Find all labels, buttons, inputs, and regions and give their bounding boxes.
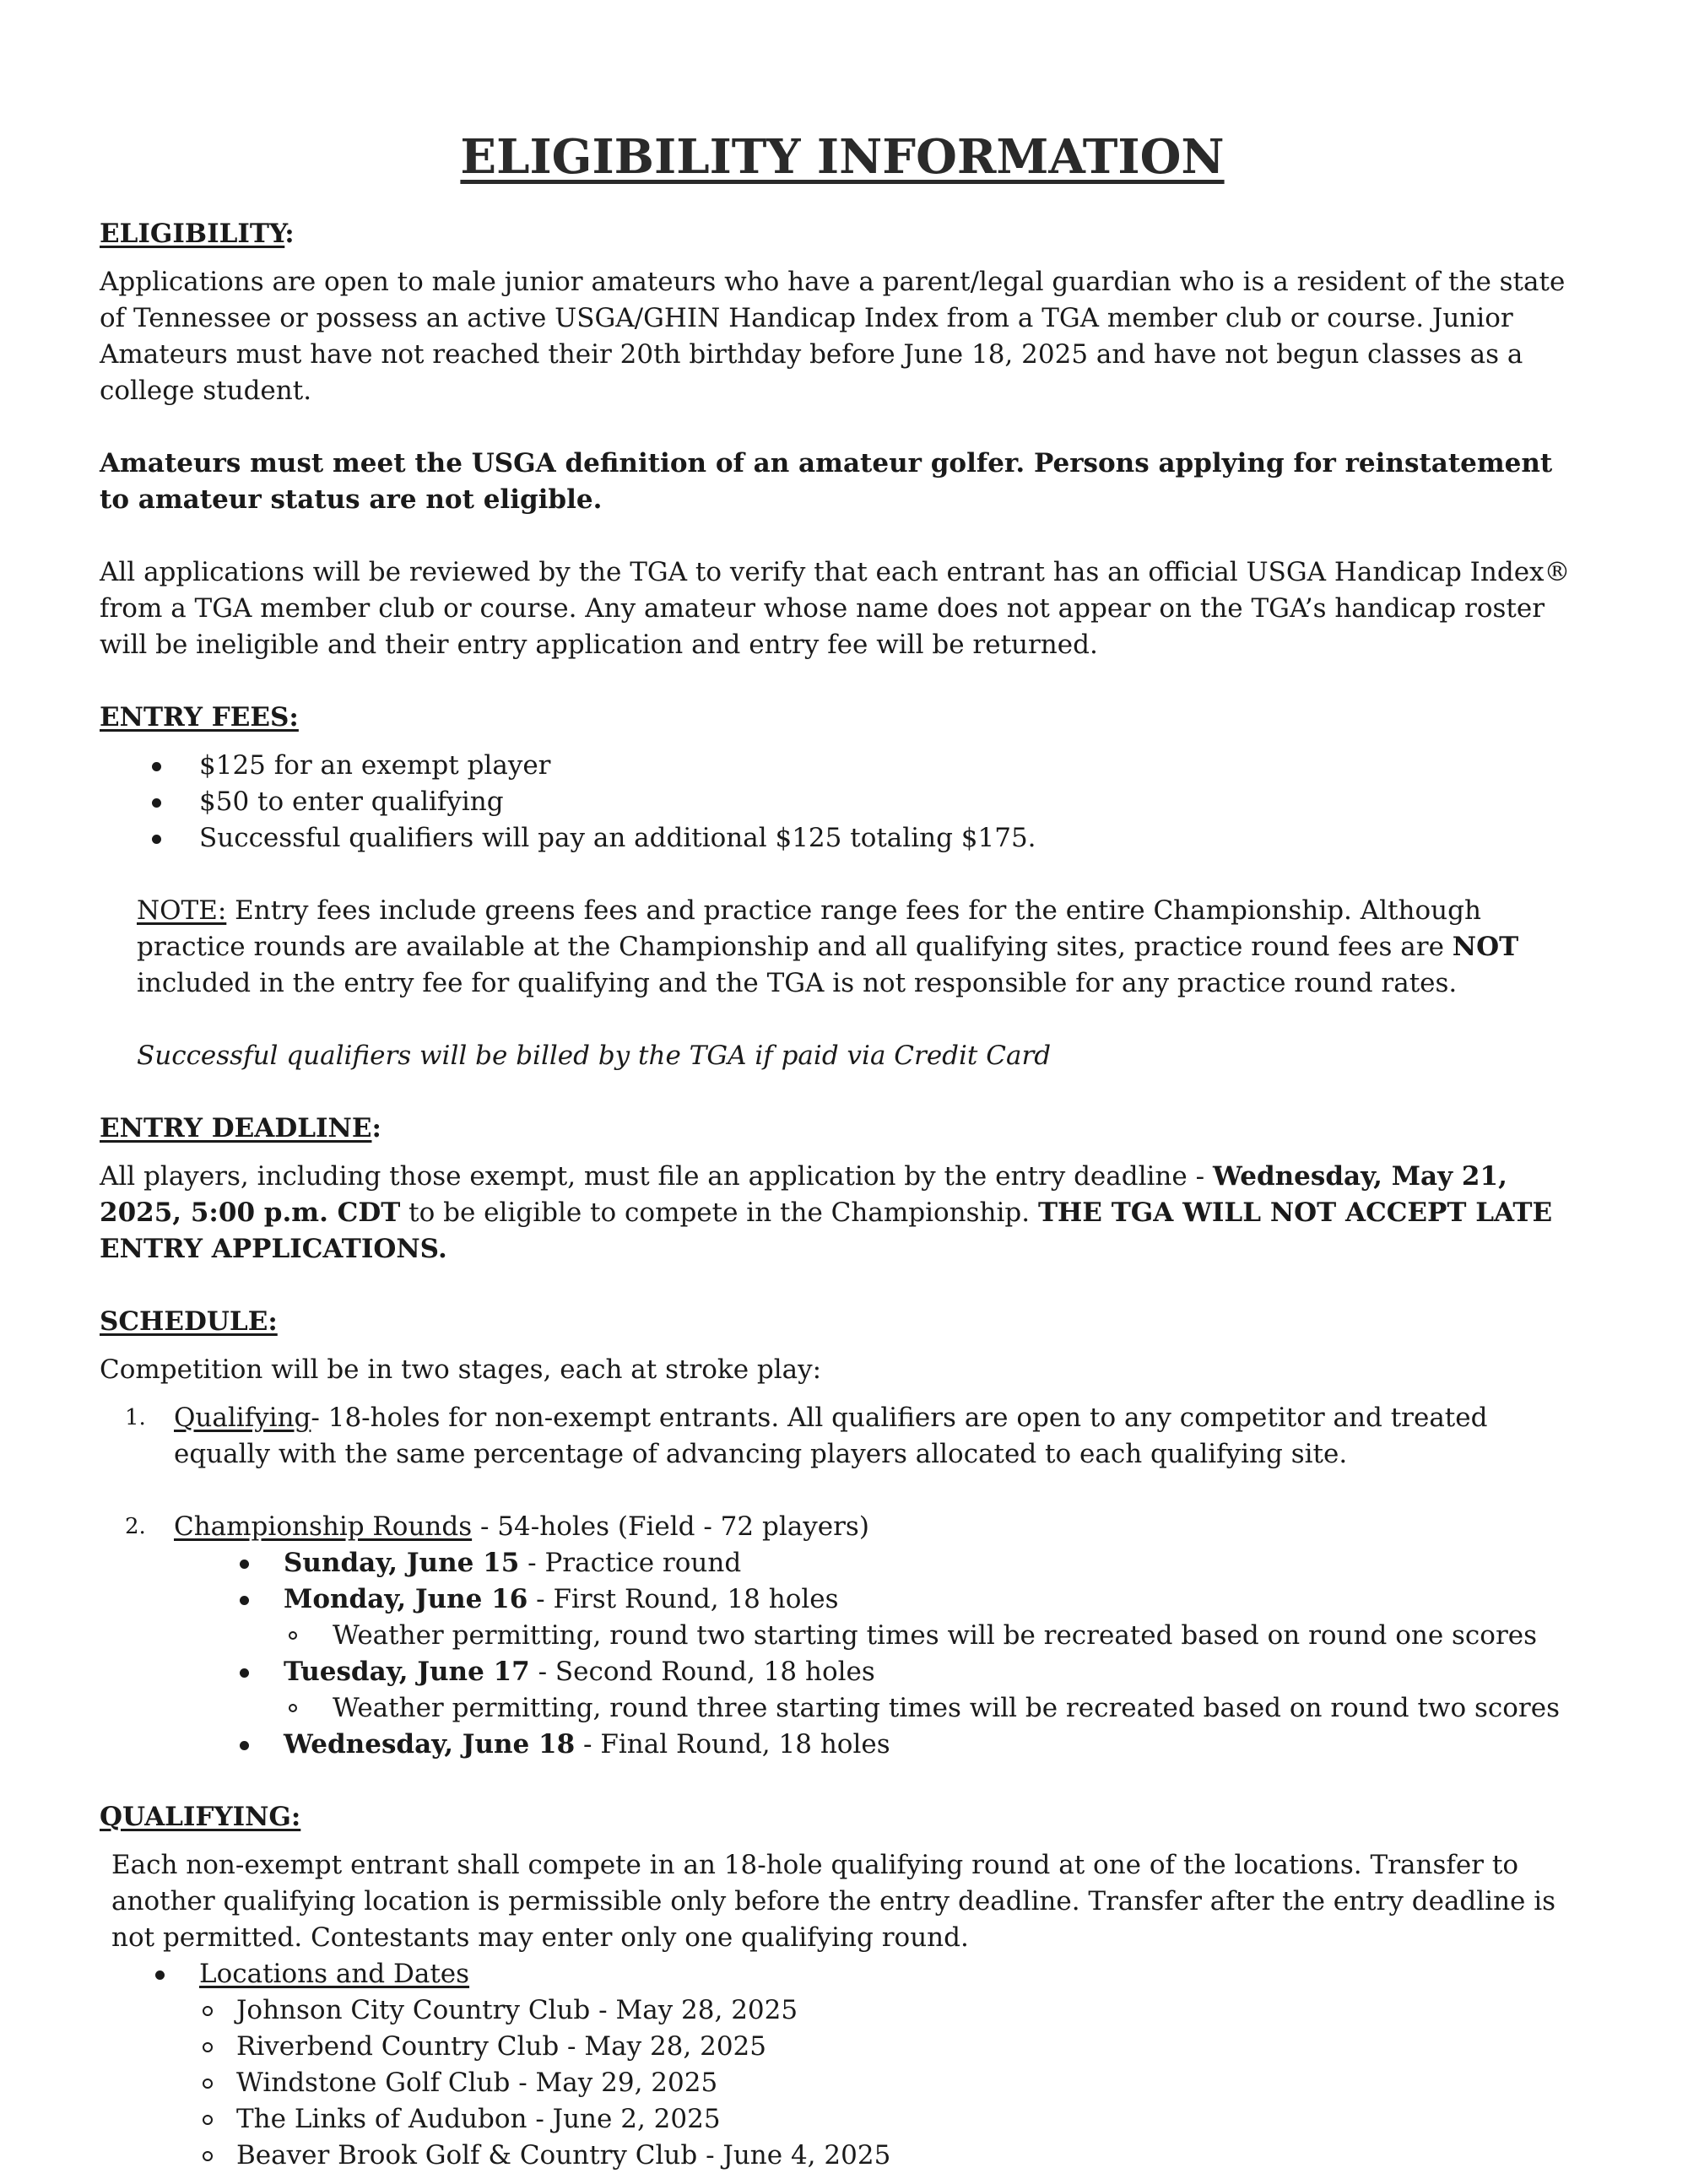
schedule-day: [100, 1581, 1585, 1618]
day-label: Sunday, June 15: [284, 1548, 520, 1578]
bullet-icon: [152, 835, 161, 844]
schedule-intro: Competition will be in two stages, each at stroke play:: [100, 1354, 822, 1385]
list-item: [100, 784, 1585, 820]
schedule-list-2: [100, 1509, 1585, 1545]
note-bold: NOT: [1452, 932, 1519, 962]
list-item: [100, 1509, 1585, 1545]
list-item-text: $50 to enter qualifying: [199, 787, 504, 817]
day-label: Tuesday, June 17: [284, 1657, 530, 1687]
location-item: [100, 2065, 1585, 2101]
schedule-day-notes: [100, 1690, 1585, 1727]
championship-rounds-text: - 54-holes (Field - 72 players): [472, 1511, 869, 1542]
circle-bullet-icon: [289, 1704, 297, 1712]
deadline-text-a: All players, including those exempt, must file an application by the entry deadline -: [100, 1161, 1213, 1192]
review-paragraph: All applications will be reviewed by the TGA to verify that each entrant has an official USGA Handicap Index® from a TGA member club or course. Any amateur whose name does not appear on the TGA’s handicap roster will be ineligible and their entry application and entry fee will be returned.: [100, 557, 1571, 660]
note-text-a: Entry fees include greens fees and practice range fees for the entire Championship. Although practice rounds are available at the Championship and all qualifying sites, practice round fees are: [137, 895, 1481, 962]
schedule-heading-text: SCHEDULE:: [100, 1306, 278, 1337]
locations-sublist: [100, 1992, 1585, 2174]
list-number: 2.: [125, 1514, 146, 1539]
bullet-icon: [240, 1560, 249, 1569]
location-text: The Links of Audubon - June 2, 2025: [236, 2104, 721, 2134]
page-title: ELIGIBILITY INFORMATION: [460, 129, 1225, 185]
day-desc: - Second Round, 18 holes: [529, 1657, 875, 1687]
fees-note: [100, 893, 1585, 1002]
schedule-day: [100, 1654, 1585, 1690]
entry-fees-heading: [100, 700, 1585, 736]
schedule-days: [100, 1727, 1585, 1763]
locations-label: Locations and Dates: [199, 1959, 470, 1989]
entry-deadline-heading: [100, 1111, 1585, 1147]
location-text: Windstone Golf Club - May 29, 2025: [236, 2068, 718, 2098]
day-desc: - First Round, 18 holes: [528, 1584, 839, 1614]
schedule-days: [100, 1654, 1585, 1690]
bullet-icon: [155, 1970, 165, 1980]
schedule-heading: [100, 1304, 1585, 1340]
location-item: [100, 2138, 1585, 2174]
day-note: [100, 1618, 1585, 1654]
qualifying-heading: [100, 1799, 1585, 1835]
schedule-list: [100, 1400, 1585, 1473]
circle-bullet-icon: [203, 2006, 213, 2016]
eligibility-heading-colon: :: [284, 219, 295, 249]
list-item: [100, 1400, 1585, 1473]
billing-note: [100, 1038, 1585, 1074]
list-number: 1.: [125, 1405, 146, 1430]
entry-deadline-colon: :: [371, 1113, 381, 1143]
day-note-text: Weather permitting, round two starting times will be recreated based on round one scores: [333, 1620, 1538, 1651]
day-note: [100, 1690, 1585, 1727]
day-desc: - Final Round, 18 holes: [575, 1729, 890, 1760]
locations-list: [100, 1956, 1585, 1992]
day-desc: - Practice round: [519, 1548, 742, 1578]
location-text: Johnson City Country Club - May 28, 2025: [236, 1995, 798, 2025]
deadline-date: Wednesday, May 21, 2025, 5:00 p.m. CDT: [100, 1161, 1507, 1228]
list-item: [100, 748, 1585, 784]
list-item-text: $125 for an exempt player: [199, 750, 551, 781]
schedule-day-notes: [100, 1618, 1585, 1654]
deadline-text-b: to be eligible to compete in the Championship.: [400, 1197, 1038, 1228]
schedule-days: [100, 1545, 1585, 1618]
list-item-text: Successful qualifiers will pay an additional $125 totaling $175.: [199, 823, 1036, 853]
eligibility-paragraph: Applications are open to male junior amateurs who have a parent/legal guardian who is a resident of the state of Tennessee or possess an active USGA/GHIN Handicap Index from a TGA member club or course. Junior Amateurs must have not reached their 20th birthday before June 18, 2025 and have not begun classes as a college student.: [100, 267, 1566, 406]
day-note-text: Weather permitting, round three starting times will be recreated based on round two scores: [333, 1693, 1560, 1723]
championship-rounds-label: Championship Rounds: [174, 1511, 473, 1542]
amateur-status-text: Amateurs must meet the USGA definition of an amateur golfer. Persons applying for reinstatement to amateur status are not eligible.: [100, 448, 1553, 515]
eligibility-heading: [100, 216, 1585, 252]
list-item: [100, 820, 1585, 857]
document-content: [100, 127, 1585, 2174]
entry-fees-heading-text: ENTRY FEES:: [100, 702, 299, 733]
location-text: Beaver Brook Golf & Country Club - June 4, 2025: [236, 2140, 891, 2170]
note-text-b: included in the entry fee for qualifying and the TGA is not responsible for any practice round rates.: [137, 968, 1458, 998]
circle-bullet-icon: [203, 2079, 213, 2089]
qualifying-heading-text: QUALIFYING:: [100, 1802, 301, 1832]
late-entry-warning: THE TGA WILL NOT ACCEPT LATE ENTRY APPLICATIONS.: [100, 1197, 1553, 1264]
location-item: [100, 2029, 1585, 2065]
schedule-day: [100, 1545, 1585, 1581]
qualifying-paragraph: Each non-exempt entrant shall compete in an 18-hole qualifying round at one of the locations. Transfer to another qualifying location is permissible only before the entry deadline. Transfer after the entry deadline is not permitted. Contestants may enter only one qualifying round.: [111, 1850, 1556, 1953]
billing-note-text: Successful qualifiers will be billed by the TGA if paid via Credit Card: [137, 1041, 1052, 1071]
note-label: NOTE:: [137, 895, 227, 926]
entry-deadline-heading-text: ENTRY DEADLINE: [100, 1113, 372, 1143]
circle-bullet-icon: [289, 1631, 297, 1640]
day-label: Monday, June 16: [284, 1584, 528, 1614]
bullet-icon: [152, 762, 161, 771]
location-item: [100, 1992, 1585, 2029]
location-item: [100, 2101, 1585, 2138]
qualifying-label: Qualifying: [174, 1403, 311, 1433]
list-item: [100, 1956, 1585, 1992]
deadline-paragraph: [100, 1159, 1585, 1268]
circle-bullet-icon: [203, 2115, 213, 2125]
bullet-icon: [240, 1596, 249, 1605]
eligibility-heading-text: ELIGIBILITY: [100, 219, 285, 249]
day-label: Wednesday, June 18: [284, 1729, 576, 1760]
qualifying-text: - 18-holes for non-exempt entrants. All qualifiers are open to any competitor and treated equally with the same percentage of advancing players allocated to each qualifying site.: [174, 1403, 1488, 1469]
entry-fees-list: [100, 748, 1585, 857]
circle-bullet-icon: [203, 2042, 213, 2052]
bullet-icon: [240, 1668, 249, 1678]
location-text: Riverbend Country Club - May 28, 2025: [236, 2031, 767, 2062]
schedule-day: [100, 1727, 1585, 1763]
circle-bullet-icon: [203, 2151, 213, 2161]
bullet-icon: [240, 1741, 249, 1750]
bullet-icon: [152, 798, 161, 808]
amateur-status-paragraph: [100, 446, 1585, 518]
